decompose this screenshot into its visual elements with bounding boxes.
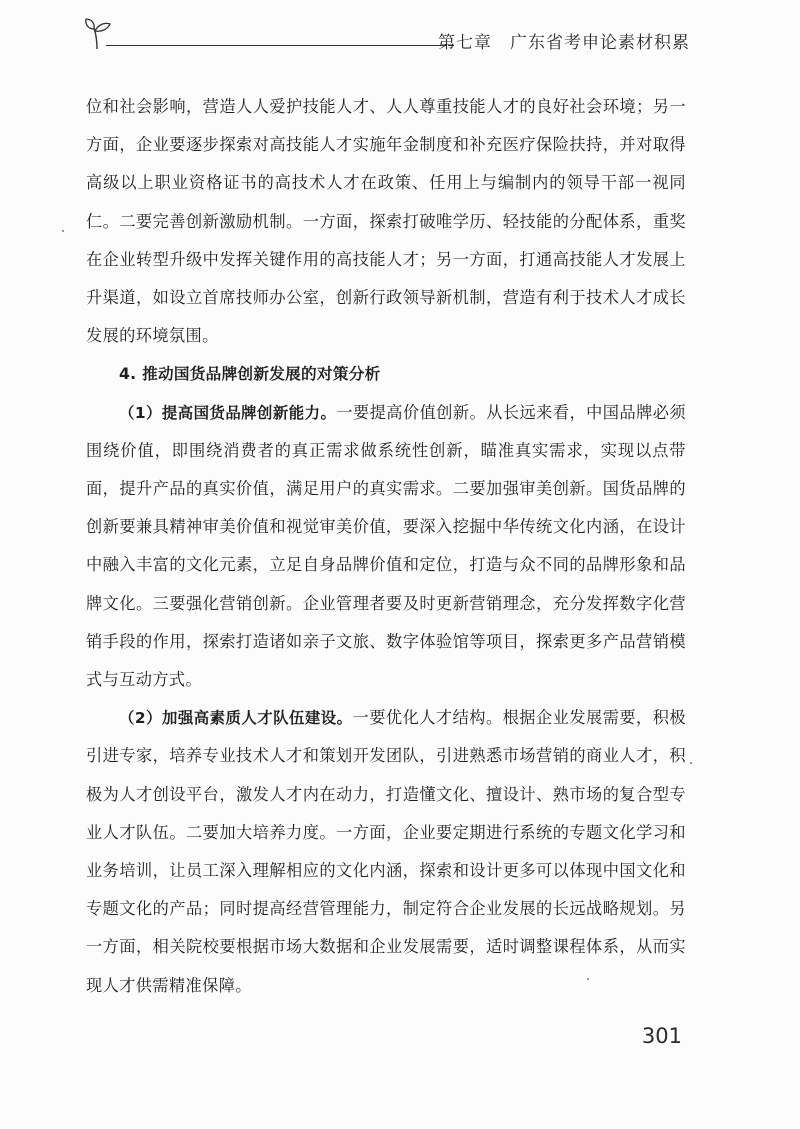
page-number: 301: [641, 1024, 682, 1048]
header-rule: [106, 45, 446, 46]
paragraph-text: 位和社会影响，营造人人爱护技能人才、人人尊重技能人才的良好社会环境；另一方面，企业要逐步探索对高技能人才实施年金制度和补充医疗保险扶持，并对取得高级以上职业资格证书的高技术人才在政策、任用上与编制内的领导干部一视同仁。二要完善创新激励机制。一方面，探索打破唯学历、轻技能的分配体系，重奖在企业转型升级中发挥关键作用的高技能人才；另一方面，打通高技能人才发展上升渠道，如设立首席技师办公室，创新行政领导新机制，营造有利于技术人才成长发展的环境氛围。: [86, 97, 686, 346]
paragraph: [86, 394, 686, 700]
paragraph: [86, 699, 686, 1005]
paragraph-continued: [86, 88, 686, 355]
running-header: [84, 14, 690, 54]
page-body: [86, 88, 686, 1005]
chapter-heading: [438, 28, 690, 53]
chapter-title: 广东省考申论素材积累: [510, 33, 690, 53]
paragraph-lead: （2）加强高素质人才队伍建设。: [119, 709, 353, 728]
chapter-number: 第七章: [438, 33, 492, 53]
paragraph-text: 一要优化人才结构。根据企业发展需要，积极引进专家，培养专业技术人才和策划开发团队，引进熟悉市场营销的商业人才，积极为人才创设平台，激发人才内在动力，打造懂文化、擅设计、熟市场的复合型专业人才队伍。二要加大培养力度。一方面，企业要定期进行系统的专题文化学习和业务培训，让员工深入理解相应的文化内涵，探索和设计更多可以体现中国文化和专题文化的产品；同时提高经营管理能力，制定符合企业发展的长远战略规划。另一方面，相关院校要根据市场大数据和企业发展需要，适时调整课程体系，从而实现人才供需精准保障。: [86, 708, 686, 995]
scan-speck: [690, 762, 692, 764]
scan-speck: [587, 978, 589, 980]
paragraph-lead: （1）提高国货品牌创新能力。: [119, 403, 337, 422]
scan-speck: [62, 230, 64, 232]
section-heading: 4. 推动国货品牌创新发展的对策分析: [119, 365, 381, 384]
paragraph-text: 一要提高价值创新。从长远来看，中国品牌必须围绕价值，即围绕消费者的真正需求做系统性创新，瞄准真实需求，实现以点带面，提升产品的真实价值，满足用户的真实需求。二要加强审美创新。国货品牌的创新要兼具精神审美价值和视觉审美价值，要深入挖掘中华传统文化内涵，在设计中融入丰富的文化元素，立足自身品牌价值和定位，打造与众不同的品牌形象和品牌文化。三要强化营销创新。企业管理者要及时更新营销理念，充分发挥数字化营销手段的作用，探索打造诸如亲子文旅、数字体验馆等项目，探索更多产品营销模式与互动方式。: [86, 402, 686, 690]
